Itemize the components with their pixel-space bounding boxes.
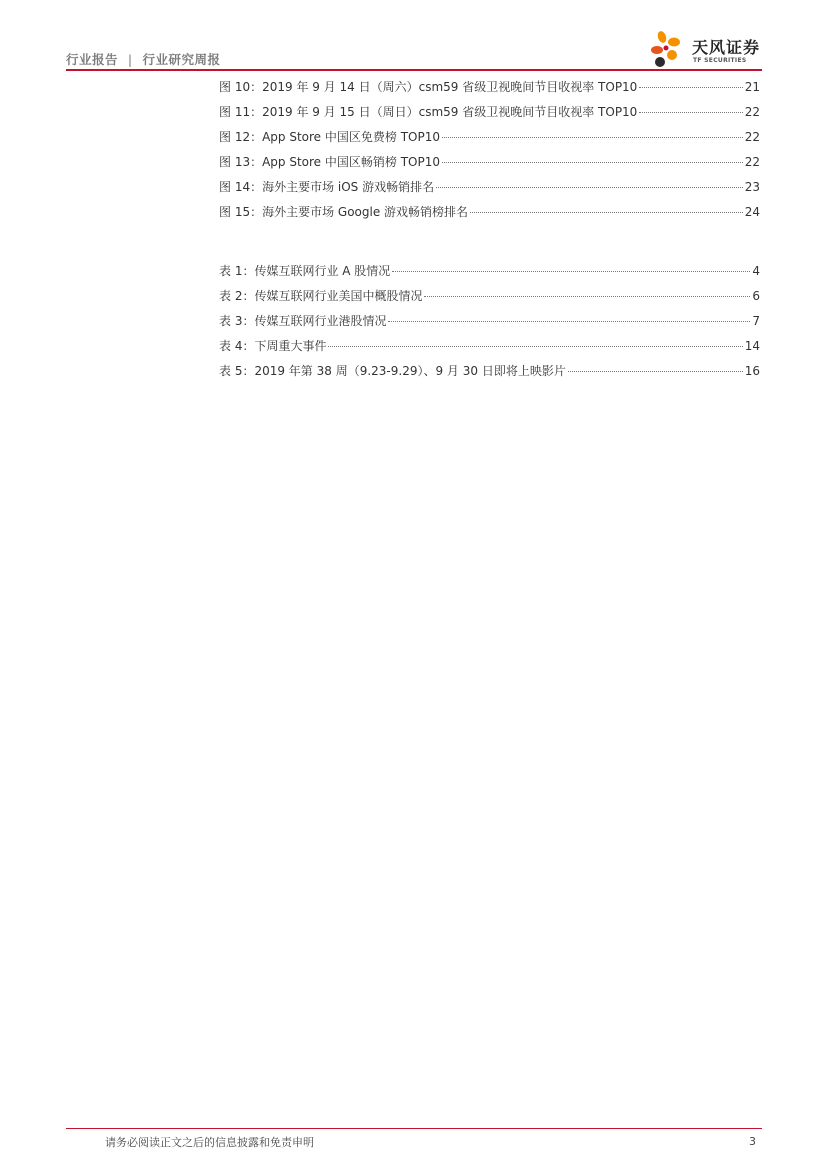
toc-entry-title: 图 14：海外主要市场 iOS 游戏畅销排名 (219, 180, 435, 194)
toc-entry-title: 表 2：传媒互联网行业美国中概股情况 (219, 289, 423, 303)
toc-entry-page: 6 (752, 289, 760, 303)
toc-entry-title: 图 12：App Store 中国区免费榜 TOP10 (219, 130, 440, 144)
toc-entry-title: 图 10：2019 年 9 月 14 日（周六）csm59 省级卫视晚间节目收视率 TOP10 (219, 80, 638, 94)
footer-divider (66, 1128, 762, 1129)
toc-entry-page: 16 (744, 364, 760, 378)
toc-entry-page: 4 (752, 264, 760, 278)
dot-leader (442, 137, 743, 138)
toc-entry-page: 23 (744, 180, 760, 194)
dot-leader (568, 371, 743, 372)
toc-entry-figure-10[interactable] (219, 78, 760, 103)
toc-entry-title: 表 3：传媒互联网行业港股情况 (219, 314, 387, 328)
header-divider (66, 69, 762, 71)
toc-entry-table-1[interactable] (219, 262, 760, 287)
dot-leader (470, 212, 743, 213)
page-header (0, 0, 827, 80)
logo-name-en: TF SECURITIES (693, 57, 747, 64)
dot-leader (392, 271, 750, 272)
toc-entry-title: 表 1：传媒互联网行业 A 股情况 (219, 264, 391, 278)
toc-entry-table-5[interactable] (219, 362, 760, 387)
dot-leader (424, 296, 750, 297)
logo-name-cn: 天风证券 (692, 38, 761, 57)
toc-entry-table-2[interactable] (219, 287, 760, 312)
toc-entry-page: 14 (744, 339, 760, 353)
toc-entry-table-3[interactable] (219, 312, 760, 337)
company-logo (648, 28, 766, 70)
dot-leader (388, 321, 750, 322)
logo-flower-icon (648, 28, 690, 70)
toc-entry-title: 表 4：下周重大事件 (219, 339, 327, 353)
dot-leader (639, 112, 742, 113)
toc-entry-page: 24 (744, 205, 760, 219)
table-list (219, 262, 760, 387)
toc-entry-page: 7 (752, 314, 760, 328)
header-separator: | (127, 52, 133, 67)
dot-leader (442, 162, 743, 163)
toc-entry-page: 22 (744, 105, 760, 119)
dot-leader (328, 346, 742, 347)
toc-entry-table-4[interactable] (219, 337, 760, 362)
figure-list (219, 78, 760, 228)
page-number: 3 (749, 1135, 756, 1148)
toc-entry-figure-11[interactable] (219, 103, 760, 128)
header-section: 行业报告 (66, 52, 119, 67)
toc-entry-figure-12[interactable] (219, 128, 760, 153)
toc-entry-title: 图 13：App Store 中国区畅销榜 TOP10 (219, 155, 440, 169)
toc-entry-figure-14[interactable] (219, 178, 760, 203)
toc-entry-figure-13[interactable] (219, 153, 760, 178)
toc-entry-page: 21 (744, 80, 760, 94)
dot-leader (436, 187, 743, 188)
toc-entry-page: 22 (744, 130, 760, 144)
toc-entry-title: 图 11：2019 年 9 月 15 日（周日）csm59 省级卫视晚间节目收视率 TOP10 (219, 105, 638, 119)
footer-disclaimer: 请务必阅读正文之后的信息披露和免责申明 (105, 1136, 314, 1149)
header-breadcrumb (66, 50, 220, 68)
toc-entry-figure-15[interactable] (219, 203, 760, 228)
toc-entry-page: 22 (744, 155, 760, 169)
header-subtitle: 行业研究周报 (142, 52, 221, 67)
toc-entry-title: 表 5：2019 年第 38 周（9.23-9.29）、9 月 30 日即将上映影片 (219, 364, 566, 378)
dot-leader (639, 87, 742, 88)
toc-entry-title: 图 15：海外主要市场 Google 游戏畅销榜排名 (219, 205, 469, 219)
